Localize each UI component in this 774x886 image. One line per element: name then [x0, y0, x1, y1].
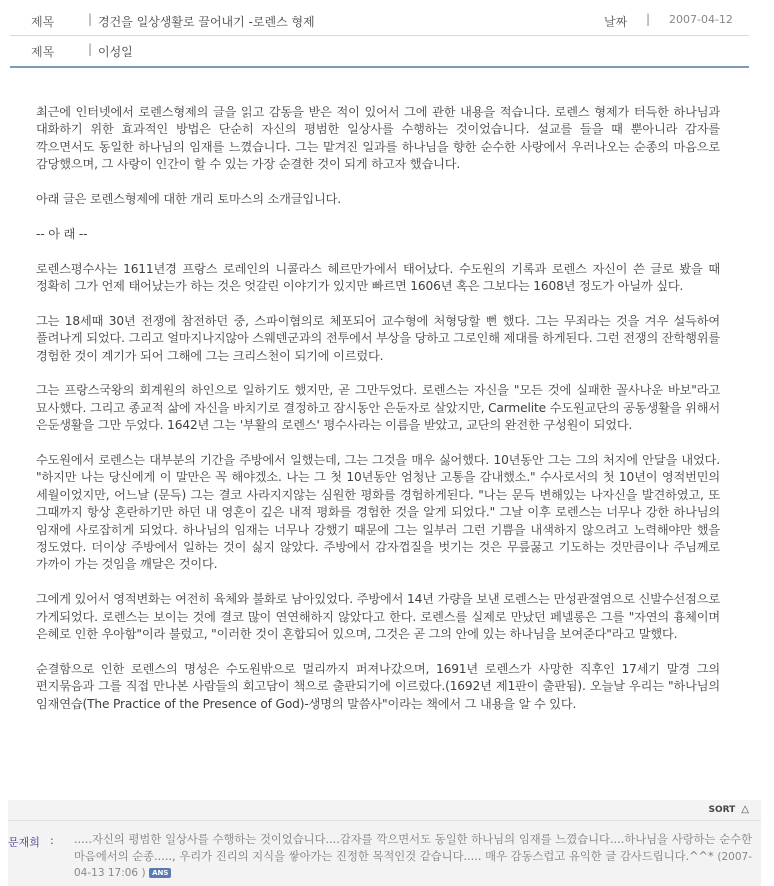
- article-paragraph: -- 아 래 --: [36, 226, 88, 241]
- article-paragraph: 순결함으로 인한 로렌스의 명성은 수도원밖으로 멀리까지 퍼져나갔으며, 1691년 로렌스가 사망한 직후인 17세기 말경 그의 편지묶음과 그를 직접 만나본 사람들의 회고담이 책으로 출판되기에 이르렀다.(1692년 제1판이 출판됨). 오늘날 우리는 "하나님의 임재연습(The Practice of the Presence of God)-생명의 말씀사"이라는 책에서 그 내용을 알 수 있다.: [36, 661, 720, 711]
- separator: |: [88, 12, 93, 26]
- post-date: 2007-04-12: [669, 13, 733, 26]
- post-title: 경건을 일상생활로 끌어내기 -로렌스 형제: [98, 15, 315, 29]
- triangle-up-icon: △: [741, 804, 749, 815]
- post-author-row: [10, 35, 749, 68]
- comment-colon: :: [50, 834, 54, 847]
- subject-label: 제목: [31, 15, 55, 29]
- article-paragraph: 그는 프랑스국왕의 회계원의 하인으로 일하기도 했지만, 곧 그만두었다. 로렌스는 자신을 "모든 것에 실패한 꼴사나운 바보"라고 묘사했다. 그리고 종교적 삶에 자신을 바치기로 결정하고 잠시동안 은둔자로 살았지만, Carmelite 수도원교단의 공동생활을 위해서 은둔생활을 그만 두었다. 1642년 그는 '부활의 로렌스' 평수사라는 이름을 받았고, 교단의 완전한 구성원이 되었다.: [36, 383, 720, 433]
- article-paragraph: 로렌스평수사는 1611년경 프랑스 로레인의 니콜라스 헤르만가에서 태어났다. 수도원의 기록과 로렌스 자신이 쓴 글로 봤을 때 정확히 그가 언제 태어났는가 하는 것은 엇갈린 이야기가 있지만 빠르면 1606년 혹은 그보다는 1608년 정도가 아닐까 싶다.: [36, 261, 720, 294]
- article-paragraph: 수도원에서 로렌스는 대부분의 기간을 주방에서 일했는데, 그는 그것을 매우 싫어했다. 10년동안 그는 그의 처지에 안달을 내었다. "하지만 나는 당신에게 이 말만은 꼭 해야겠소. 나는 그 첫 10년동안 엄청난 고통을 감내했소." 수사로서의 첫 10년이 영적번민의 세월이었지만, 어느날 (문득) 그는 결코 사라지지않는 심원한 평화를 경험하게된다. "나는 문득 변해있는 나자신을 발견하였고, 또 그때까지 항상 혼란하기만 하던 내 영혼이 깊은 내적 평화를 경험한 것을 알게 되었다." 그날 이후 로렌스는 너무나 강한 하나님의 임재에 사로잡히게 되었다. 하나님의 임재는 너무나 강했기 때문에 그는 일부러 그런 기쁨을 내색하지 않으려고 노력해야만 했을 정도였다. 더이상 주방에서 일하는 것이 싫지 않았다. 주방에서 감자껍질을 벗기는 것은 무릎꿇고 기도하는 것만큼이나 주님께로 가까이 가는 것임을 깨달은 것이다.: [36, 453, 720, 572]
- comment-date: (2007-04-13 17:06 ): [74, 850, 752, 879]
- separator: |: [646, 12, 651, 26]
- post-title-row: [10, 5, 749, 36]
- sort-button[interactable]: [708, 804, 749, 815]
- author-label: 제목: [31, 45, 55, 59]
- comment-sort-bar: [8, 800, 761, 821]
- comment-item: [74, 832, 752, 882]
- post-author: 이성일: [98, 45, 133, 59]
- article-paragraph: 그는 18세때 30년 전쟁에 참전하던 중, 스파이혐의로 체포되어 교수형에 처형당할 뻔 했다. 그는 무죄라는 것을 겨우 설득하여 풀려나게 되었다. 그리고 얼마지나지않아 스웨덴군과의 전투에서 부상을 당하고 그로인해 제대를 하게된다. 그런 전쟁의 잔학행위를 경험한 것이 계기가 되어 그해에 그는 크리스천이 되기에 이르렀다.: [36, 313, 720, 363]
- reply-button[interactable]: ANS: [149, 868, 171, 878]
- article-paragraph: 최근에 인터넷에서 로렌스형제의 글을 읽고 감동을 받은 적이 있어서 그에 관한 내용을 적습니다. 로렌스 형제가 터득한 하나님과 대화하기 위한 효과적인 방법은 단순히 자신의 평범한 일상사를 수행하는 것이었습니다. 설교를 들을 때 뿐아니라 감자를 깍으면서도 동일한 하나님의 임재를 느꼈습니다. 그는 맡겨진 일과를 하나님을 향한 순수한 사랑에서 우러나오는 순종의 마음으로 감당했으며, 그 사랑이 인간이 할 수 있는 가장 순결한 것이 되게 하고자 했습니다.: [36, 105, 720, 172]
- article-body: [36, 104, 720, 730]
- comment-author[interactable]: 문재희: [8, 836, 40, 849]
- date-label: 날짜: [604, 15, 628, 29]
- article-paragraph: 그에게 있어서 영적변화는 여전히 육체와 불화로 남아있었다. 주방에서 14년 가량을 보낸 로렌스는 만성관절염으로 신발수선점으로 가게되었다. 로렌스는 보이는 것에 결코 많이 연연해하지 않았다고 한다. 로렌스를 실제로 만났던 페넬롱은 그를 "자연의 흉체이며 은혜로 인한 우아함"이라 불렀고, "이러한 것이 혼합되어 있으며, 그것은 곧 그의 안에 있는 하나님을 보여준다"라고 말했다.: [36, 592, 720, 642]
- sort-label: SORT: [708, 805, 736, 815]
- article-paragraph: 아래 글은 로렌스형제에 대한 개리 토마스의 소개글입니다.: [36, 192, 342, 207]
- comment-text: .....자신의 평범한 일상사를 수행하는 것이었습니다....감자를 깍으면서도 동일한 하나님의 임재를 느꼈습니다....하나님을 사랑하는 순수한 마음에서의 순종....., 우리가 진리의 지식을 쌓아가는 진정한 목적인것 같습니다..... 매우 감동스럽고 유익한 글 감사드립니다.^^*: [74, 833, 752, 863]
- separator: |: [88, 42, 93, 56]
